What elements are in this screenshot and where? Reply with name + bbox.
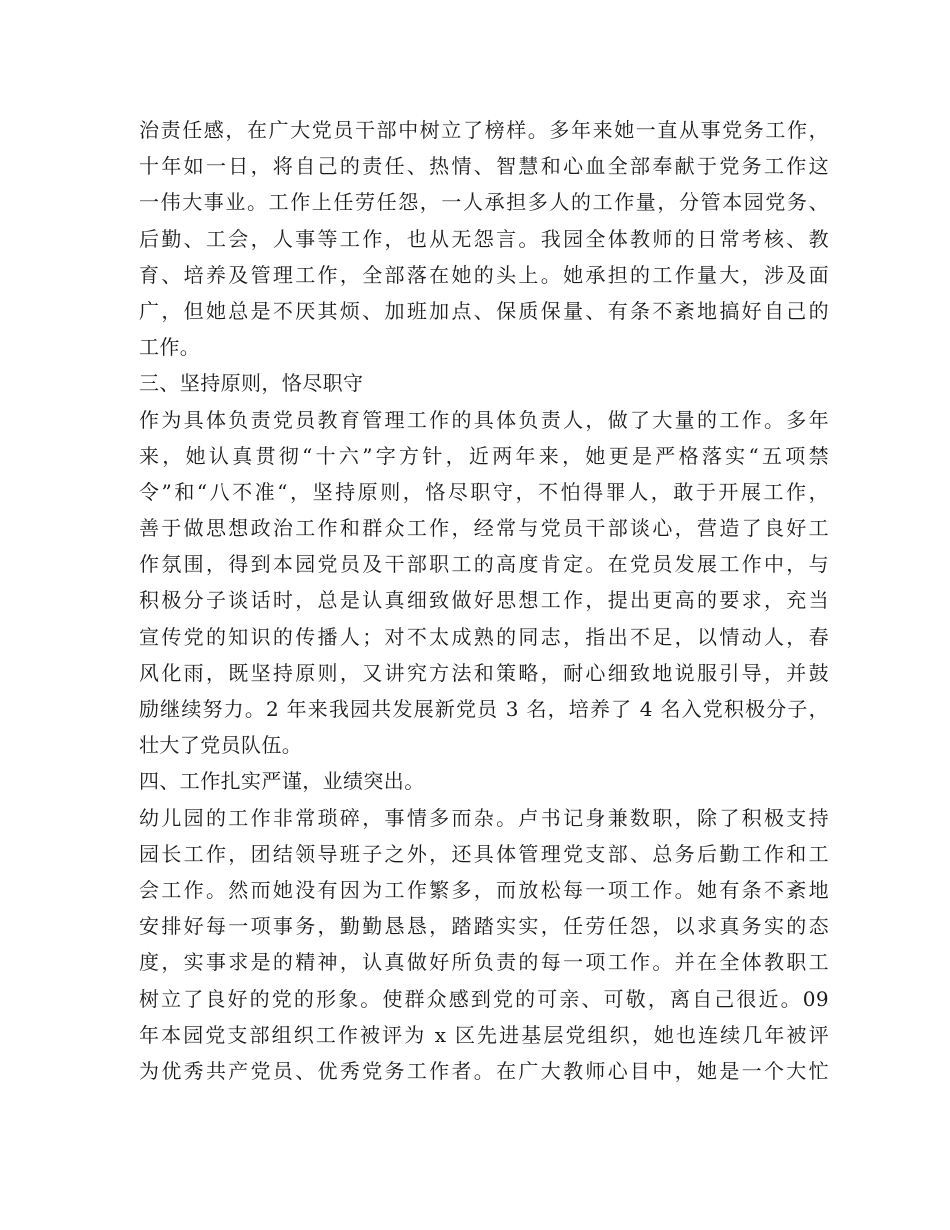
- body-line: 广，但她总是不厌其烦、加班加点、保质保量、有条不紊地搞好自己的: [139, 298, 829, 323]
- body-line: 树立了良好的党的形象。使群众感到党的可亲、可敬，离自己很近。09: [139, 986, 829, 1011]
- body-line: 作氛围，得到本园党员及干部职工的高度肯定。在党员发展工作中，与: [139, 552, 829, 577]
- body-line: 励继续努力。2 年来我园共发展新党员 3 名，培养了 4 名入党积极分子，: [139, 697, 829, 721]
- body-line: 治责任感，在广大党员干部中树立了榜样。多年来她一直从事党务工作，: [139, 118, 829, 142]
- body-line: 为优秀共产党员、优秀党务工作者。在广大教师心目中，她是一个大忙: [139, 1058, 829, 1083]
- body-line: 令”和“八不准“，坚持原则，恪尽职守，不怕得罪人，敢于开展工作，: [139, 479, 829, 504]
- body-line: 积极分子谈话时，总是认真细致做好思想工作，提出更高的要求，充当: [139, 588, 829, 613]
- body-line: 风化雨，既坚持原则，又讲究方法和策略，耐心细致地说服引导，并鼓: [139, 660, 829, 685]
- body-line: 宣传党的知识的传播人；对不太成熟的同志，指出不足，以情动人，春: [139, 624, 829, 649]
- document-body: [139, 112, 829, 1089]
- body-line: 会工作。然而她没有因为工作繁多，而放松每一项工作。她有条不紊地: [139, 877, 829, 902]
- body-line: 作为具体负责党员教育管理工作的具体负责人，做了大量的工作。多年: [139, 407, 829, 432]
- body-line: 幼儿园的工作非常琐碎，事情多而杂。卢书记身兼数职，除了积极支持: [139, 805, 829, 830]
- body-line: 工作。: [139, 335, 201, 360]
- section-heading: 四、工作扎实严谨，业绩突出。: [139, 769, 425, 794]
- body-line: 育、培养及管理工作，全部落在她的头上。她承担的工作量大，涉及面: [139, 262, 829, 287]
- body-line: 园长工作，团结领导班子之外，还具体管理党支部、总务后勤工作和工: [139, 841, 829, 866]
- body-line: 度，实事求是的精神，认真做好所负责的每一项工作。并在全体教职工: [139, 950, 829, 975]
- body-line: 善于做思想政治工作和群众工作，经常与党员干部谈心，营造了良好工: [139, 516, 829, 541]
- body-line: 后勤、工会，人事等工作，也从无怨言。我园全体教师的日常考核、教: [139, 226, 829, 251]
- body-line: 十年如一日，将自己的责任、热情、智慧和心血全部奉献于党务工作这: [139, 154, 829, 179]
- body-line: 来，她认真贯彻“十六”字方针，近两年来，她更是严格落实“五项禁: [139, 443, 829, 468]
- body-line: 安排好每一项事务，勤勤恳恳，踏踏实实，任劳任怨，以求真务实的态: [139, 914, 829, 939]
- section-heading: 三、坚持原则，恪尽职守: [139, 371, 364, 396]
- body-line: 年本园党支部组织工作被评为 x 区先进基层党组织，她也连续几年被评: [139, 1022, 829, 1047]
- body-line: 一伟大事业。工作上任劳任怨，一人承担多人的工作量，分管本园党务、: [139, 190, 829, 215]
- body-line: 壮大了党员队伍。: [139, 733, 303, 758]
